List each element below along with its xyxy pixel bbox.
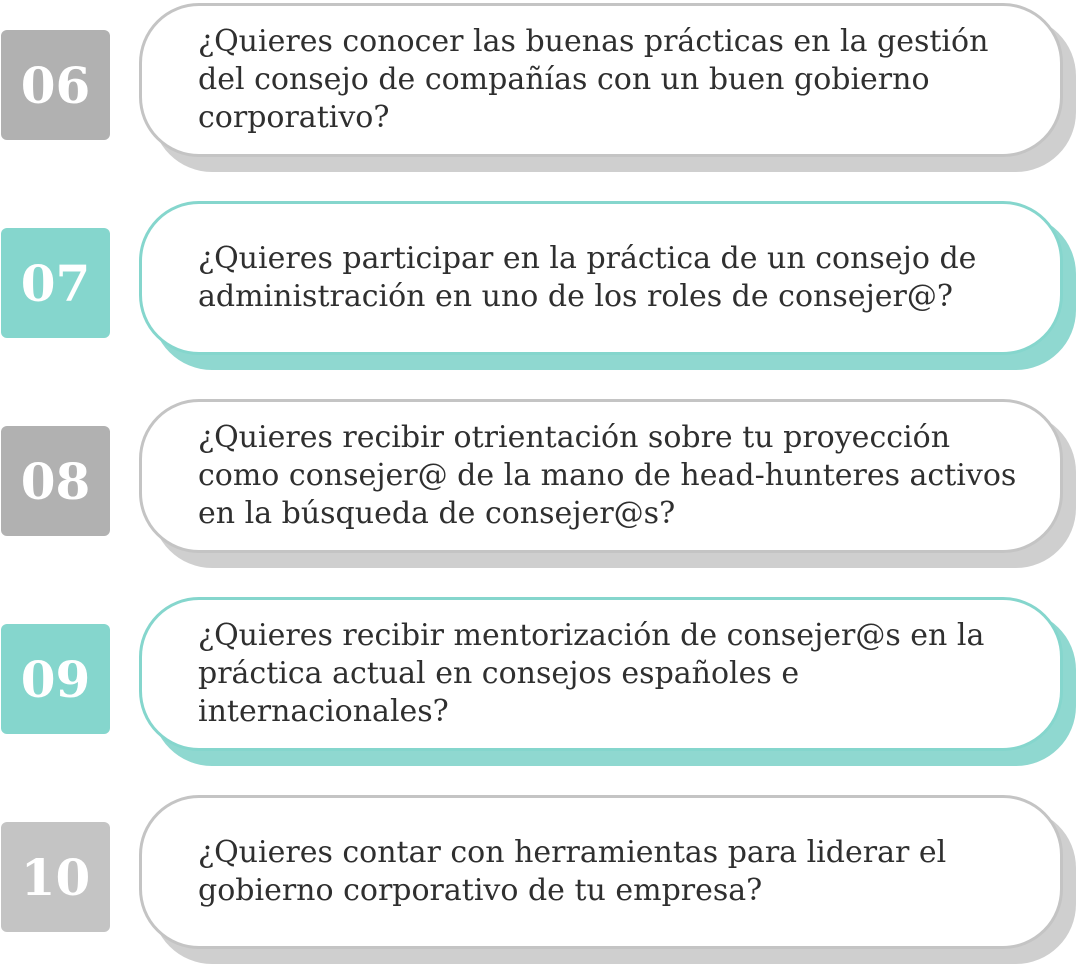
question-card — [139, 795, 1063, 949]
question-text: ¿Quieres recibir mentorización de consejer@s en la práctica actual en consejos españoles e internacionales? — [198, 618, 985, 729]
number-badge: 06 — [1, 30, 110, 140]
number-badge: 09 — [1, 624, 110, 734]
question-card — [139, 201, 1063, 355]
number-badge: 08 — [1, 426, 110, 536]
question-text: ¿Quieres conocer las buenas prácticas en la gestión del consejo de compañías con un buen gobierno corporativo? — [198, 24, 989, 135]
question-card — [139, 597, 1063, 751]
question-text: ¿Quieres contar con herramientas para liderar el gobierno corporativo de tu empresa? — [198, 835, 947, 908]
question-card — [139, 3, 1063, 157]
question-card — [139, 399, 1063, 553]
question-row-10 — [0, 792, 1080, 972]
question-row-07 — [0, 198, 1080, 378]
number-badge: 10 — [1, 822, 110, 932]
question-text: ¿Quieres participar en la práctica de un consejo de administración en uno de los roles de consejer@? — [198, 241, 977, 314]
question-row-08 — [0, 396, 1080, 576]
question-row-06 — [0, 0, 1080, 180]
question-text: ¿Quieres recibir otrientación sobre tu proyección como consejer@ de la mano de head-hunteres activos en la búsqueda de consejer@s? — [198, 420, 1017, 531]
number-badge: 07 — [1, 228, 110, 338]
question-row-09 — [0, 594, 1080, 774]
